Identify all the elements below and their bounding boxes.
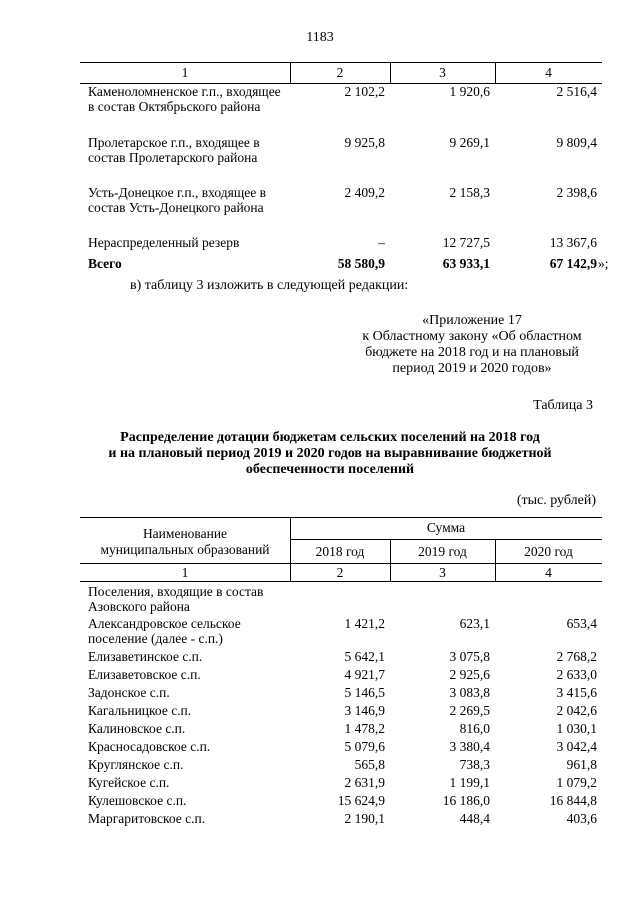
value-2020: 1 079,2 — [556, 775, 597, 790]
value-2019: 3 380,4 — [449, 739, 490, 754]
appendix-heading — [352, 313, 592, 377]
header-name-line-2: муниципальных образований — [100, 542, 270, 557]
table-1-col-3: 3 — [439, 65, 446, 80]
header-year-2019: 2019 год — [418, 544, 467, 559]
row-name: Каменоломненское г.п., входящее в состав Октябрьского района — [88, 84, 281, 114]
header-name — [80, 526, 290, 558]
value-2018: 5 642,1 — [344, 649, 385, 664]
col-number-1: 1 — [181, 565, 189, 580]
value-2018: 2 190,1 — [344, 811, 385, 826]
table-row — [80, 235, 602, 253]
value-2020: 961,8 — [566, 757, 597, 772]
table-1-col-2: 2 — [336, 65, 344, 80]
table-title — [95, 430, 565, 478]
table-row — [80, 135, 602, 183]
header-name-line-1: Наименование — [142, 526, 228, 541]
title-line-3: обеспеченности поселений — [245, 462, 415, 477]
value-2018: 3 146,9 — [344, 703, 385, 718]
value-2020: 1 030,1 — [556, 721, 597, 736]
row-name: Круглянское с.п. — [88, 757, 184, 772]
value-2020: 2 768,2 — [556, 649, 597, 664]
appendix-line-2: к Областному закону «Об областном — [362, 329, 582, 344]
header-year-2020: 2020 год — [524, 544, 573, 559]
row-name: Нераспределенный резерв — [88, 235, 240, 250]
value-2019: 448,4 — [459, 811, 490, 826]
row-name: Елизаветинское с.п. — [88, 649, 203, 664]
appendix-line-1: «Приложение 17 — [422, 313, 522, 328]
appendix-line-3: бюджете на 2018 год и на плановый — [365, 345, 579, 360]
appendix-line-4: период 2019 и 2020 годов» — [392, 361, 552, 376]
value-2019: 2 269,5 — [449, 703, 490, 718]
value-2018: 5 079,6 — [344, 739, 385, 754]
value-2019: 623,1 — [459, 616, 490, 631]
value-2020: 2 398,6 — [556, 185, 597, 200]
amendment-paragraph: в) таблицу 3 изложить в следующей редакции: — [130, 278, 409, 293]
value-2019: 16 186,0 — [442, 793, 490, 808]
group-heading: Поселения, входящие в состав Азовского района — [88, 584, 264, 614]
value-2020: 403,6 — [566, 811, 597, 826]
value-2020: 67 142,9 — [549, 256, 597, 271]
col-number-2: 2 — [336, 565, 344, 580]
value-2019: 63 933,1 — [442, 256, 490, 271]
table-1-col-4: 4 — [545, 65, 552, 80]
row-name: Александровское сельское поселение (далее - с.п.) — [88, 616, 241, 646]
value-2018: 1 478,2 — [344, 721, 385, 736]
header-sum: Сумма — [426, 520, 466, 535]
table-1-header — [80, 62, 602, 84]
table-row — [80, 84, 602, 132]
value-2018: – — [378, 235, 385, 250]
value-2020: 2 516,4 — [556, 84, 597, 99]
row-name: Маргаритовское с.п. — [88, 811, 206, 826]
value-2018: 15 624,9 — [337, 793, 385, 808]
row-name: Кугейское с.п. — [88, 775, 170, 790]
value-2020: 2 633,0 — [556, 667, 597, 682]
value-2019: 738,3 — [459, 757, 490, 772]
value-2020: 653,4 — [566, 616, 597, 631]
table-1-col-1: 1 — [181, 65, 189, 80]
row-name: Елизаветовское с.п. — [88, 667, 201, 682]
row-name: Кулешовское с.п. — [88, 793, 187, 808]
row-name: Красносадовское с.п. — [88, 739, 211, 754]
col-number-4: 4 — [545, 565, 552, 580]
table-number: Таблица 3 — [533, 398, 593, 413]
value-2019: 1 199,1 — [449, 775, 490, 790]
row-name: Калиновское с.п. — [88, 721, 186, 736]
page-number: 1183 — [306, 30, 334, 45]
value-2018: 4 921,7 — [344, 667, 385, 682]
units-label: (тыс. рублей) — [516, 493, 596, 508]
table-1 — [80, 62, 609, 271]
value-2018: 58 580,9 — [337, 256, 385, 271]
row-name: Кагальницкое с.п. — [88, 703, 192, 718]
value-2018: 1 421,2 — [344, 616, 385, 631]
value-2018: 2 409,2 — [344, 185, 385, 200]
row-name: Всего — [88, 256, 122, 271]
value-2020: 13 367,6 — [549, 235, 597, 250]
value-2019: 9 269,1 — [449, 135, 490, 150]
title-line-1: Распределение дотации бюджетам сельских поселений на 2018 год — [120, 430, 540, 445]
closing-quote: »; — [598, 256, 609, 271]
value-2019: 2 158,3 — [449, 185, 490, 200]
value-2018: 9 925,8 — [344, 135, 385, 150]
value-2020: 3 042,4 — [556, 739, 597, 754]
value-2018: 2 631,9 — [344, 775, 385, 790]
value-2019: 3 075,8 — [449, 649, 490, 664]
value-2020: 3 415,6 — [556, 685, 597, 700]
table-row — [80, 185, 602, 233]
title-line-2: и на плановый период 2019 и 2020 годов на выравнивание бюджетной — [108, 446, 552, 461]
value-2020: 9 809,4 — [556, 135, 597, 150]
value-2019: 2 925,6 — [449, 667, 490, 682]
value-2020: 16 844,8 — [549, 793, 597, 808]
table-total-row — [80, 256, 640, 274]
value-2019: 816,0 — [459, 721, 490, 736]
col-number-3: 3 — [439, 565, 446, 580]
row-name: Усть-Донецкое г.п., входящее в состав Усть-Донецкого района — [88, 185, 266, 215]
value-2018: 565,8 — [354, 757, 385, 772]
value-2020: 2 042,6 — [556, 703, 597, 718]
row-name: Задонское с.п. — [88, 685, 170, 700]
row-name: Пролетарское г.п., входящее в состав Пролетарского района — [88, 135, 260, 165]
value-2018: 5 146,5 — [344, 685, 385, 700]
value-2019: 1 920,6 — [449, 84, 490, 99]
value-2019: 12 727,5 — [442, 235, 490, 250]
value-2018: 2 102,2 — [344, 84, 385, 99]
value-2019: 3 083,8 — [449, 685, 490, 700]
header-year-2018: 2018 год — [315, 544, 365, 559]
